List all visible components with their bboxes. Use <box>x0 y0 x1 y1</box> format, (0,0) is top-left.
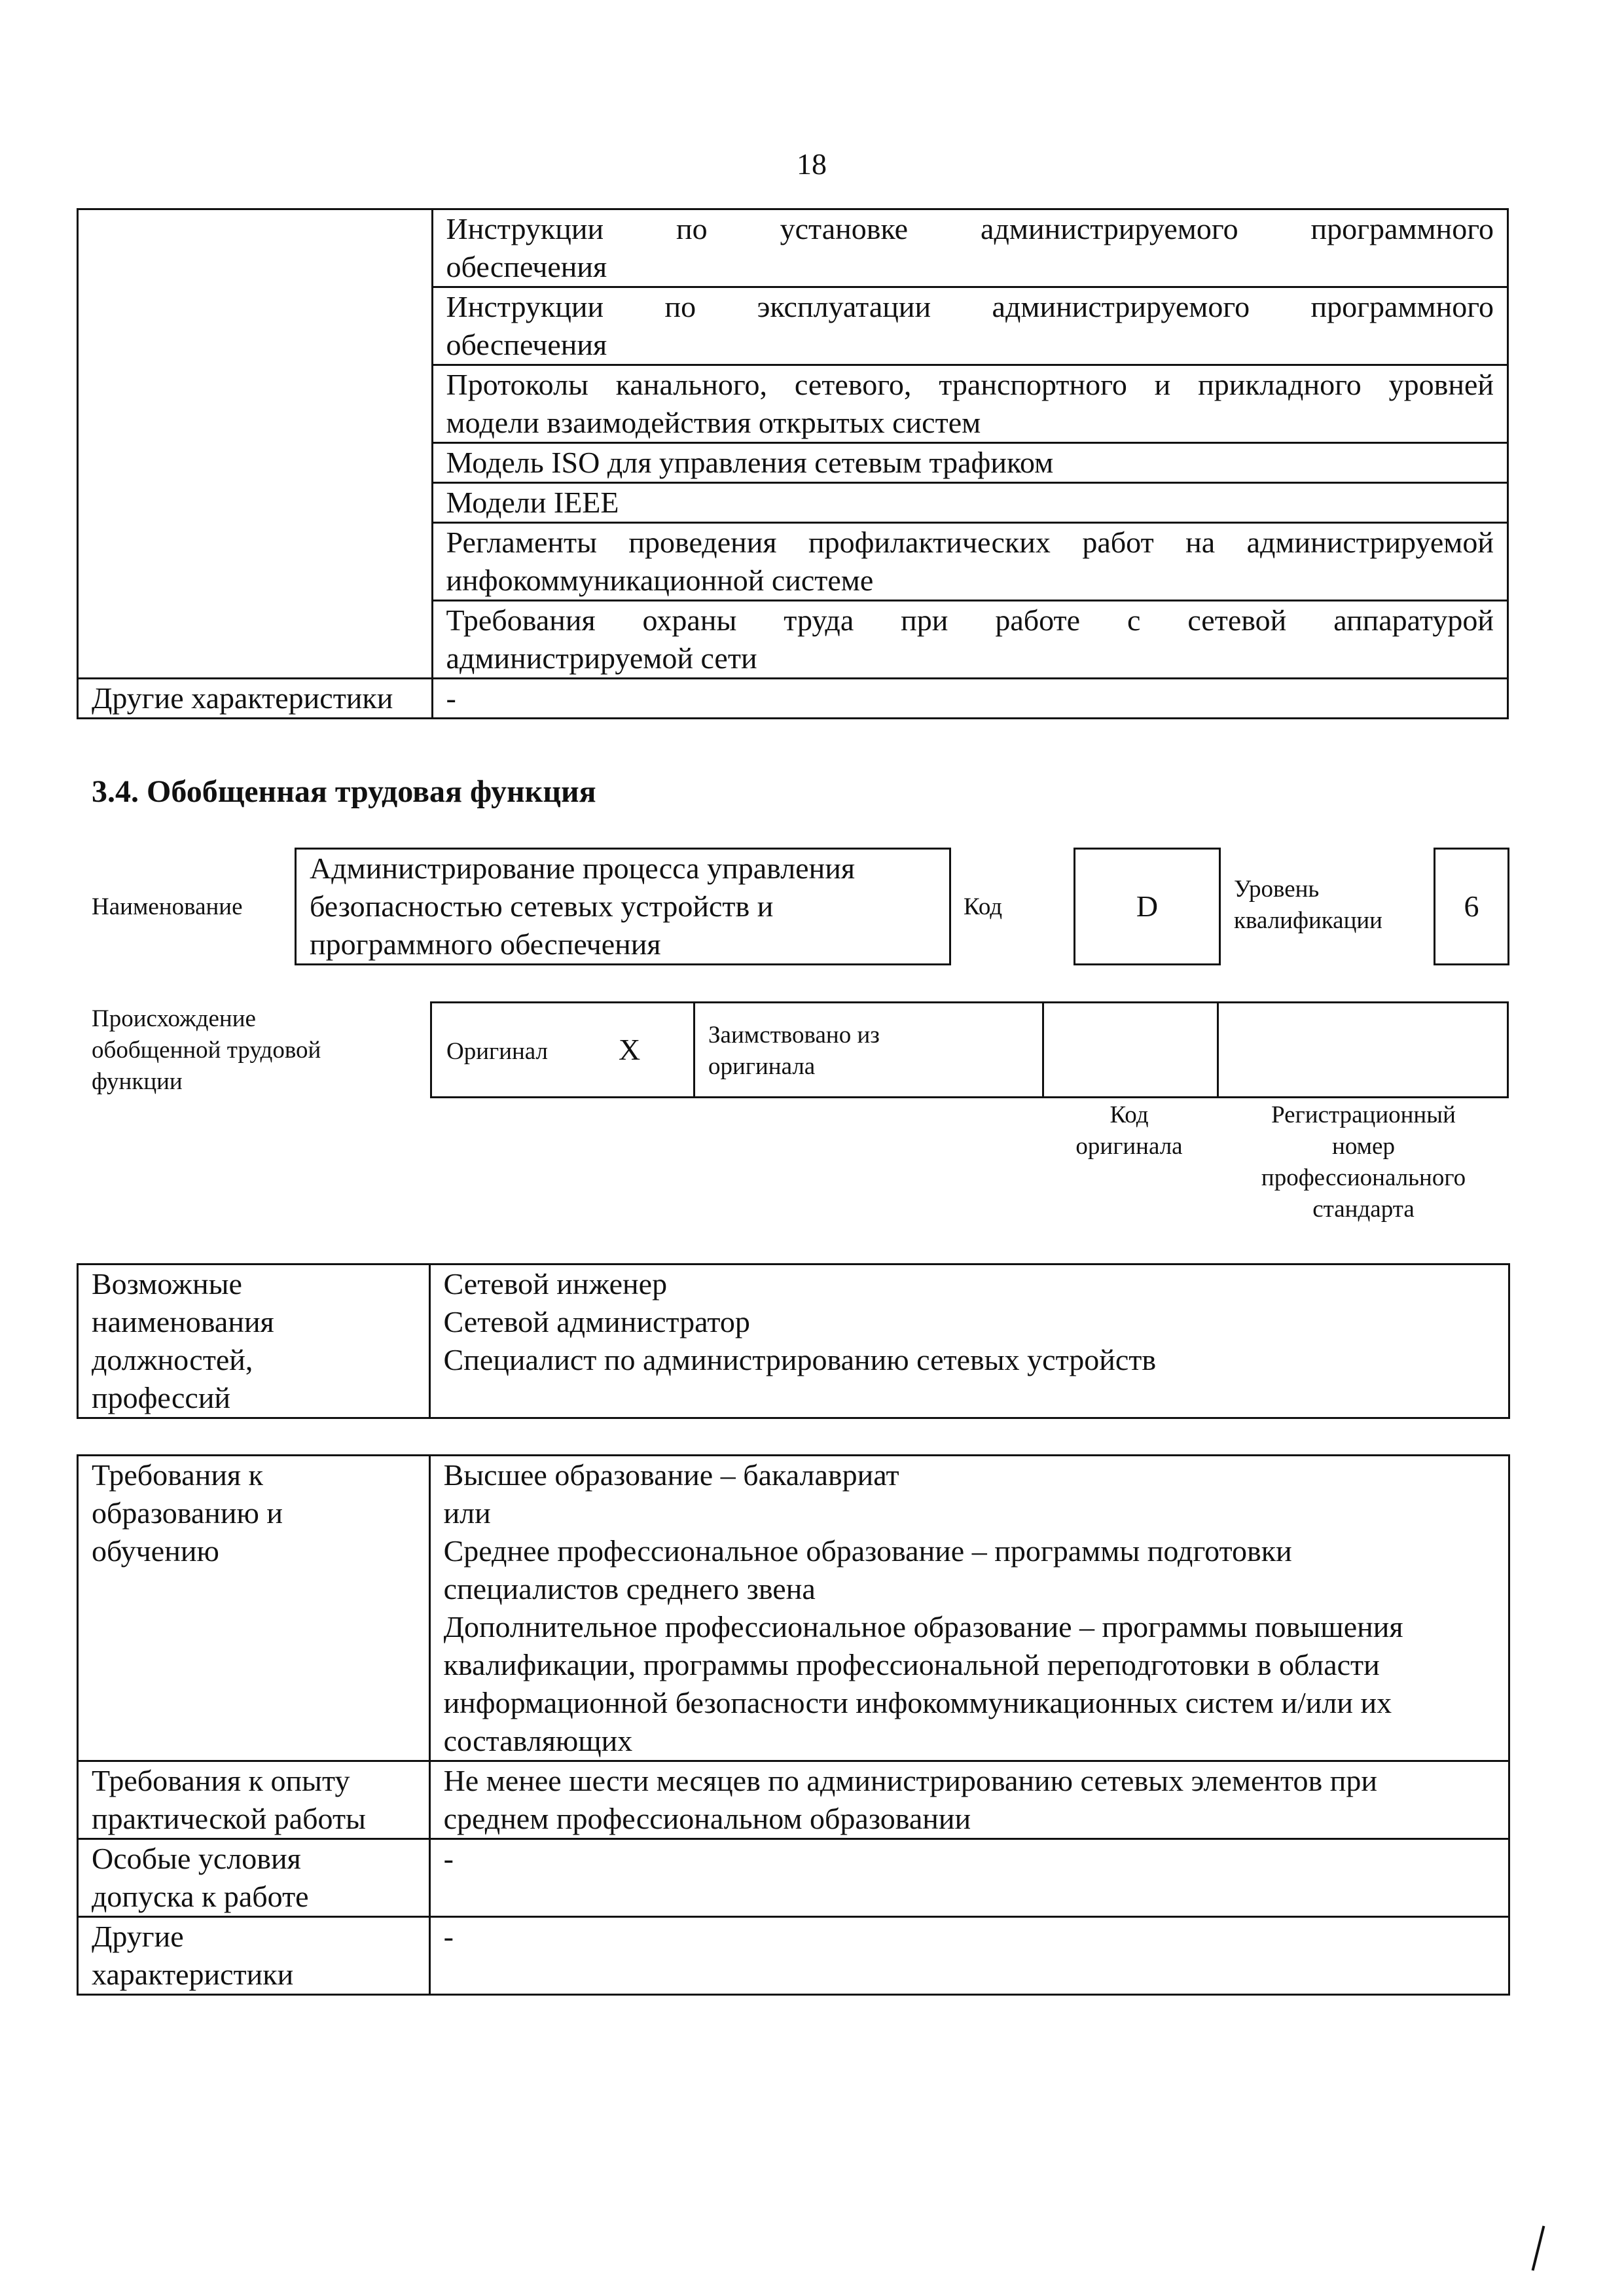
admission-value: - <box>429 1839 1509 1917</box>
table-row <box>78 1761 1509 1839</box>
knowledge-item: Протоколы канального, сетевого, транспортного и прикладного уровней модели взаимодействия открытых систем <box>432 365 1507 443</box>
origin-divider <box>693 1003 695 1096</box>
knowledge-item: Инструкции по установке администрируемого программного обеспечения <box>432 209 1507 287</box>
education-label: Требования к образованию и обучению <box>78 1456 430 1761</box>
code-label: Код <box>964 893 1003 920</box>
origin-label: Происхождение обобщенной трудовой функции <box>92 1005 321 1095</box>
name-label: Наименование <box>92 893 243 920</box>
empty-label-cell <box>78 209 433 679</box>
page-number: 18 <box>797 147 827 181</box>
original-label: Оригинал <box>446 1038 549 1065</box>
table-row <box>78 679 1508 719</box>
origin-table <box>430 1001 1509 1098</box>
original-code-caption: Код оригинала <box>1075 1102 1183 1160</box>
positions-table <box>77 1263 1510 1419</box>
level-value-box: 6 <box>1434 848 1509 965</box>
knowledge-item: Модель ISO для управления сетевым трафиком <box>432 443 1507 483</box>
table-row <box>78 1265 1509 1418</box>
corner-pen-mark <box>1532 2226 1545 2271</box>
admission-label: Особые условия допуска к работе <box>78 1839 430 1917</box>
level-label: Уровень квалификации <box>1234 876 1382 934</box>
requirements-table <box>77 1454 1510 1996</box>
other-characteristics-value: - <box>432 679 1507 719</box>
table-row <box>78 1917 1509 1995</box>
origin-divider <box>1042 1003 1044 1096</box>
table-row <box>78 209 1508 287</box>
top-table <box>77 208 1509 719</box>
positions-label: Возможные наименования должностей, профессий <box>78 1265 430 1418</box>
section-title: 3.4. Обобщенная трудовая функция <box>92 774 596 809</box>
experience-value: Не менее шести месяцев по администрированию сетевых элементов при среднем профессиональном образовании <box>429 1761 1509 1839</box>
table-row <box>78 1456 1509 1761</box>
positions-values: Сетевой инженер Сетевой администратор Специалист по администрированию сетевых устройств <box>429 1265 1509 1418</box>
function-name-box: Администрирование процесса управления безопасностью сетевых устройств и программного обеспечения <box>295 848 951 965</box>
origin-divider <box>1217 1003 1219 1096</box>
borrowed-label: Заимствовано из оригинала <box>708 1022 880 1080</box>
knowledge-item: Модели IEEE <box>432 483 1507 523</box>
table-row <box>78 1839 1509 1917</box>
education-value: Высшее образование – бакалавриат или Среднее профессиональное образование – программы подготовки специалистов среднего звена Дополнительное профессиональное образование – программы повышения квалификации, программы профессиональной переподготовки в области информационной безопасности инфокоммуникационных систем и/или их составляющих <box>429 1456 1509 1761</box>
other-label: Другие характеристики <box>78 1917 430 1995</box>
knowledge-item: Регламенты проведения профилактических работ на администрируемой инфокоммуникационной системе <box>432 523 1507 601</box>
original-mark: X <box>619 1033 641 1066</box>
knowledge-item: Требования охраны труда при работе с сетевой аппаратурой администрируемой сети <box>432 601 1507 679</box>
experience-label: Требования к опыту практической работы <box>78 1761 430 1839</box>
knowledge-item: Инструкции по эксплуатации администрируемого программного обеспечения <box>432 287 1507 365</box>
registration-number-caption: Регистрационный номер профессионального стандарта <box>1261 1102 1466 1223</box>
code-value-box: D <box>1074 848 1221 965</box>
other-value: - <box>429 1917 1509 1995</box>
other-characteristics-label: Другие характеристики <box>78 679 433 719</box>
